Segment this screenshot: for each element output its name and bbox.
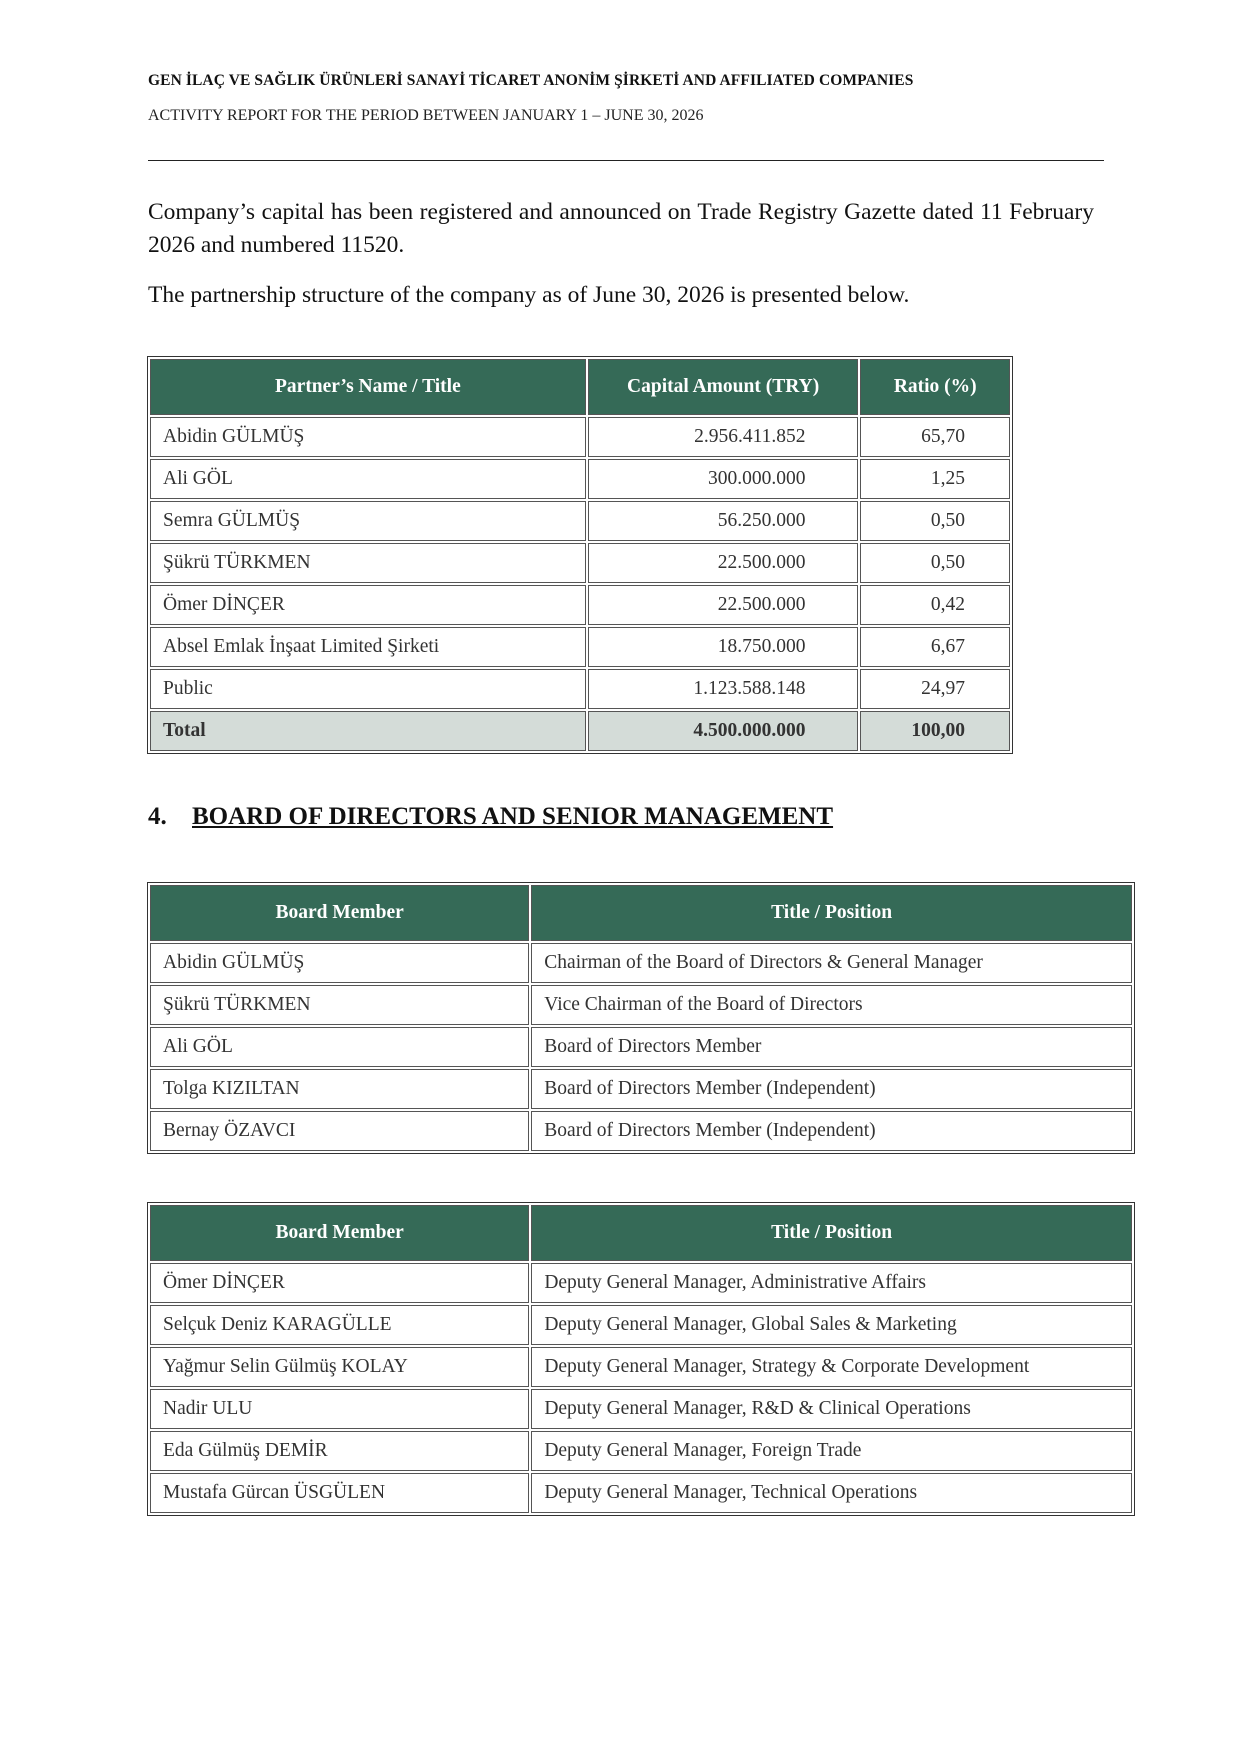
partner-name: Semra GÜLMÜŞ [150, 501, 586, 541]
section-number: 4. [148, 803, 167, 830]
table-row [150, 501, 1010, 541]
section-title: BOARD OF DIRECTORS AND SENIOR MANAGEMENT [192, 803, 834, 830]
table-row [150, 669, 1010, 709]
total-amount: 4.500.000.000 [588, 711, 859, 751]
member-title: Deputy General Manager, Foreign Trade [531, 1431, 1132, 1471]
capital-amount: 22.500.000 [588, 543, 859, 583]
partner-name: Ali GÖL [150, 459, 586, 499]
table-row [150, 985, 1132, 1025]
member-title: Deputy General Manager, Global Sales & Marketing [531, 1305, 1132, 1345]
member-title: Chairman of the Board of Directors & General Manager [531, 943, 1132, 983]
column-header-member: Board Member [150, 885, 529, 941]
table-row [150, 627, 1010, 667]
table-row [150, 1263, 1132, 1303]
member-title: Board of Directors Member [531, 1027, 1132, 1067]
capital-amount: 22.500.000 [588, 585, 859, 625]
member-name: Eda Gülmüş DEMİR [150, 1431, 529, 1471]
column-header-ratio: Ratio (%) [860, 359, 1010, 415]
capital-amount: 300.000.000 [588, 459, 859, 499]
report-period: ACTIVITY REPORT FOR THE PERIOD BETWEEN JANUARY 1 – JUNE 30, 2026 [148, 107, 704, 124]
partnership-intro-paragraph: The partnership structure of the company as of June 30, 2026 is presented below. [148, 282, 910, 308]
member-title: Deputy General Manager, Technical Operations [531, 1473, 1132, 1513]
column-header-title: Title / Position [531, 885, 1132, 941]
table-header-row [150, 1205, 1132, 1261]
capital-amount: 2.956.411.852 [588, 417, 859, 457]
table-row [150, 1389, 1132, 1429]
capital-amount: 1.123.588.148 [588, 669, 859, 709]
member-name: Nadir ULU [150, 1389, 529, 1429]
member-name: Mustafa Gürcan ÜSGÜLEN [150, 1473, 529, 1513]
senior-management-table [147, 1202, 1135, 1516]
table-row [150, 1111, 1132, 1151]
ratio: 6,67 [860, 627, 1010, 667]
member-name: Bernay ÖZAVCI [150, 1111, 529, 1151]
total-label: Total [150, 711, 586, 751]
table-row [150, 417, 1010, 457]
column-header-title: Title / Position [531, 1205, 1132, 1261]
table-row [150, 1431, 1132, 1471]
table-row [150, 459, 1010, 499]
member-title: Vice Chairman of the Board of Directors [531, 985, 1132, 1025]
member-title: Board of Directors Member (Independent) [531, 1111, 1132, 1151]
column-header-member: Board Member [150, 1205, 529, 1261]
partner-name: Abidin GÜLMÜŞ [150, 417, 586, 457]
table-row [150, 1027, 1132, 1067]
board-of-directors-table [147, 882, 1135, 1154]
total-ratio: 100,00 [860, 711, 1010, 751]
ratio: 24,97 [860, 669, 1010, 709]
partner-name: Absel Emlak İnşaat Limited Şirketi [150, 627, 586, 667]
member-name: Şükrü TÜRKMEN [150, 985, 529, 1025]
ratio: 0,42 [860, 585, 1010, 625]
member-name: Tolga KIZILTAN [150, 1069, 529, 1109]
member-name: Ömer DİNÇER [150, 1263, 529, 1303]
header-divider [148, 160, 1104, 161]
table-row [150, 1347, 1132, 1387]
ratio: 0,50 [860, 543, 1010, 583]
member-name: Selçuk Deniz KARAGÜLLE [150, 1305, 529, 1345]
table-row [150, 1305, 1132, 1345]
member-name: Abidin GÜLMÜŞ [150, 943, 529, 983]
member-name: Yağmur Selin Gülmüş KOLAY [150, 1347, 529, 1387]
partnership-table [147, 356, 1013, 754]
member-title: Deputy General Manager, Strategy & Corporate Development [531, 1347, 1132, 1387]
member-title: Deputy General Manager, R&D & Clinical Operations [531, 1389, 1132, 1429]
table-row [150, 585, 1010, 625]
partner-name: Şükrü TÜRKMEN [150, 543, 586, 583]
table-row [150, 1069, 1132, 1109]
member-name: Ali GÖL [150, 1027, 529, 1067]
table-header-row [150, 359, 1010, 415]
ratio: 1,25 [860, 459, 1010, 499]
page-header [148, 72, 1108, 125]
company-name: GEN İLAÇ VE SAĞLIK ÜRÜNLERİ SANAYİ TİCARET ANONİM ŞİRKETİ AND AFFILIATED COMPANIES [148, 72, 914, 89]
column-header-capital: Capital Amount (TRY) [588, 359, 859, 415]
table-header-row [150, 885, 1132, 941]
capital-amount: 56.250.000 [588, 501, 859, 541]
section-heading [148, 803, 833, 831]
member-title: Board of Directors Member (Independent) [531, 1069, 1132, 1109]
capital-amount: 18.750.000 [588, 627, 859, 667]
table-row [150, 1473, 1132, 1513]
table-row [150, 943, 1132, 983]
member-title: Deputy General Manager, Administrative Affairs [531, 1263, 1132, 1303]
capital-registration-paragraph: Company’s capital has been registered and announced on Trade Registry Gazette dated 11 February 2026 and numbered 11520. [148, 199, 1094, 258]
partner-name: Ömer DİNÇER [150, 585, 586, 625]
table-row [150, 543, 1010, 583]
total-row [150, 711, 1010, 751]
ratio: 65,70 [860, 417, 1010, 457]
partner-name: Public [150, 669, 586, 709]
column-header-partner: Partner’s Name / Title [150, 359, 586, 415]
ratio: 0,50 [860, 501, 1010, 541]
